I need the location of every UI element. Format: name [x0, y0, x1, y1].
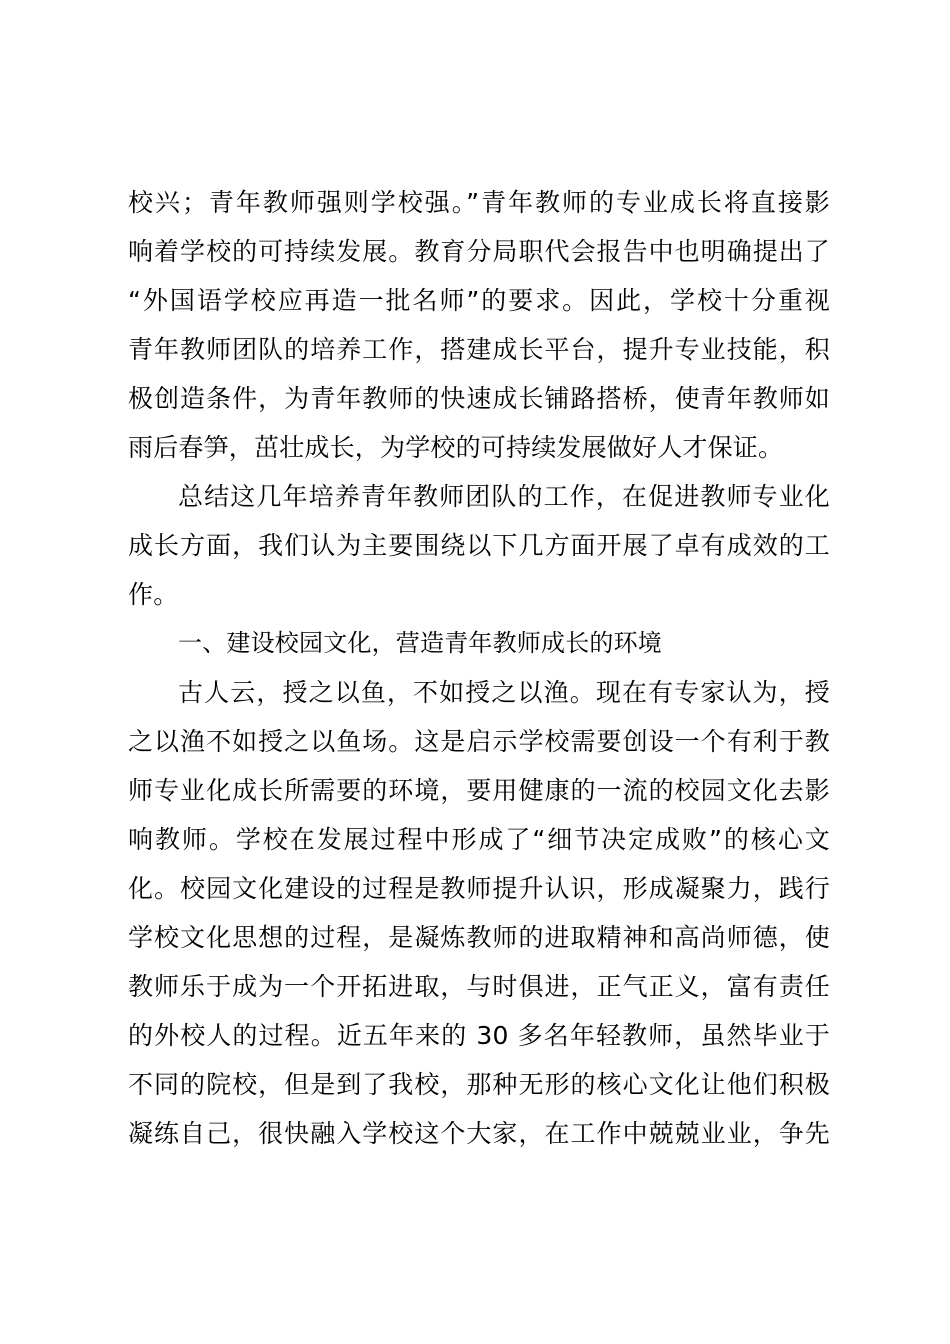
- paragraph-start-line: 古人云，授之以鱼，不如授之以渔。现在有专家认为，授: [178, 678, 830, 707]
- text-line: 学校文化思想的过程，是凝炼教师的进取精神和高尚师德，使: [128, 923, 830, 952]
- text-line: 成长方面，我们认为主要围绕以下几方面开展了卓有成效的工: [128, 531, 830, 560]
- text-line: 不同的院校，但是到了我校，那种无形的核心文化让他们积极: [128, 1070, 830, 1099]
- text-line: 化。校园文化建设的过程是教师提升认识，形成凝聚力，践行: [128, 874, 830, 903]
- text-line: 响教师。学校在发展过程中形成了“细节决定成败”的核心文: [128, 825, 830, 854]
- text-line: 响着学校的可持续发展。教育分局职代会报告中也明确提出了: [128, 237, 830, 266]
- text-line: 师专业化成长所需要的环境，要用健康的一流的校园文化去影: [128, 776, 830, 805]
- text-line: “外国语学校应再造一批名师”的要求。因此，学校十分重视: [128, 286, 830, 315]
- document-body: [128, 178, 830, 1158]
- text-line: 校兴；青年教师强则学校强。”青年教师的专业成长将直接影: [128, 188, 830, 217]
- text-line: 青年教师团队的培养工作，搭建成长平台，提升专业技能，积: [128, 335, 830, 364]
- section-heading: 一、建设校园文化，营造青年教师成长的环境: [178, 629, 662, 657]
- text-line: 之以渔不如授之以鱼场。这是启示学校需要创设一个有利于教: [128, 727, 830, 756]
- text-line: 雨后春笋，茁壮成长，为学校的可持续发展做好人才保证。: [128, 433, 784, 462]
- text-line: 的外校人的过程。近五年来的 30 多名年轻教师，虽然毕业于: [128, 1021, 830, 1050]
- text-line: 作。: [128, 580, 179, 609]
- text-line: 凝练自己，很快融入学校这个大家，在工作中兢兢业业，争先: [128, 1119, 830, 1148]
- text-line: 极创造条件，为青年教师的快速成长铺路搭桥，使青年教师如: [128, 384, 830, 413]
- paragraph-start-line: 总结这几年培养青年教师团队的工作，在促进教师专业化: [178, 482, 830, 511]
- text-line: 教师乐于成为一个开拓进取，与时俱进，正气正义，富有责任: [128, 972, 830, 1001]
